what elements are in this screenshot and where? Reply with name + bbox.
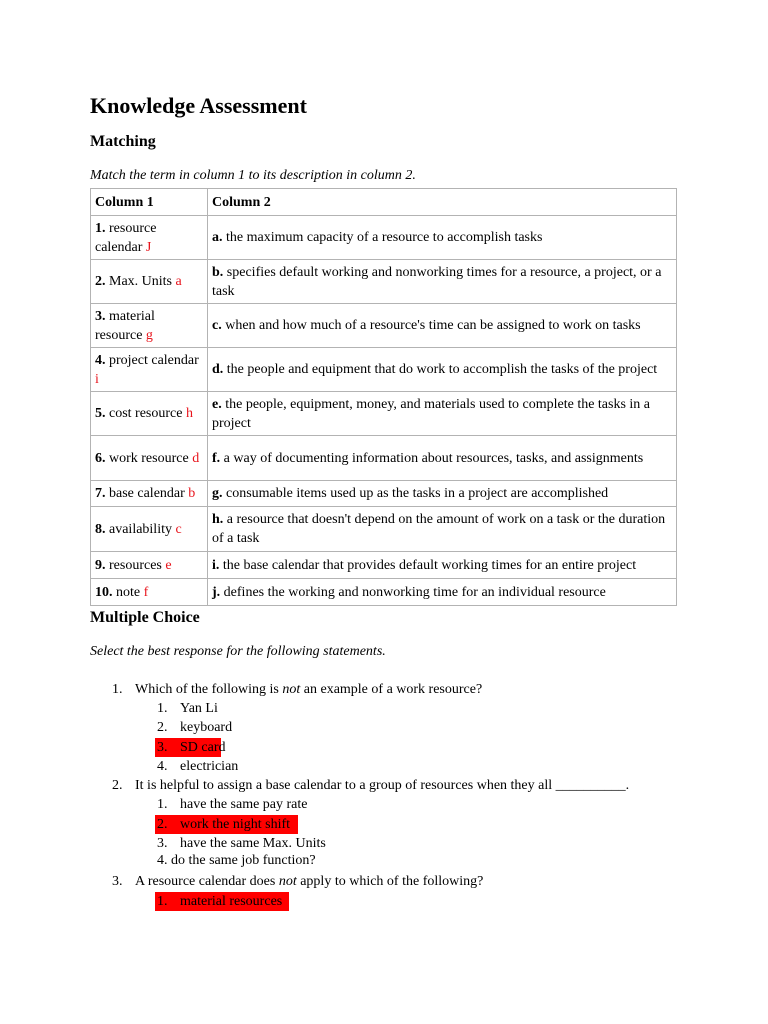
- multiple-choice-heading: Multiple Choice: [90, 609, 200, 626]
- table-row: [91, 507, 677, 552]
- description-letter: g.: [212, 486, 223, 501]
- description-text: the base calendar that provides default working times for an entire project: [219, 557, 637, 573]
- handwritten-answer: i: [95, 371, 99, 387]
- handwritten-answer: f: [143, 584, 149, 600]
- description-letter: f.: [212, 450, 221, 466]
- term-text: project calendar: [105, 352, 199, 368]
- term-text: cost resource: [105, 406, 186, 421]
- term-text: note: [112, 584, 144, 600]
- table-row: [91, 481, 677, 507]
- description-cell: [208, 481, 677, 507]
- term-number: 3.: [95, 308, 106, 324]
- description-cell: [208, 436, 677, 481]
- table-row: [91, 348, 677, 392]
- description-letter: b.: [212, 264, 224, 280]
- question-number: 1.: [112, 682, 123, 697]
- term-text: resource calendar: [95, 220, 157, 255]
- description-text: defines the working and nonworking time for an individual resource: [220, 584, 606, 600]
- table-header-row: [91, 189, 677, 216]
- term-cell: [91, 260, 208, 304]
- table-row: [91, 304, 677, 348]
- handwritten-answer: e: [165, 557, 172, 573]
- description-cell: [208, 579, 677, 606]
- description-text: specifies default working and nonworking times for a resource, a project, or a task: [212, 264, 662, 299]
- description-cell: [208, 392, 677, 436]
- handwritten-answer: d: [192, 450, 200, 466]
- term-cell: [91, 392, 208, 436]
- term-cell: [91, 507, 208, 552]
- term-number: 8.: [95, 521, 106, 537]
- term-number: 2.: [95, 274, 106, 289]
- term-cell: [91, 216, 208, 260]
- description-letter: h.: [212, 512, 224, 527]
- handwritten-answer: J: [145, 239, 152, 255]
- handwritten-answer: b: [188, 486, 196, 501]
- description-cell: [208, 304, 677, 348]
- description-letter: a.: [212, 230, 223, 245]
- description-letter: e.: [212, 396, 222, 412]
- handwritten-answer: c: [175, 521, 182, 537]
- term-number: 5.: [95, 406, 106, 421]
- term-cell: [91, 304, 208, 348]
- description-text: the people, equipment, money, and materials used to complete the tasks in a project: [212, 396, 651, 431]
- term-number: 1.: [95, 220, 106, 236]
- description-text: the people and equipment that do work to accomplish the tasks of the project: [223, 362, 658, 377]
- term-number: 4.: [95, 352, 106, 368]
- question-number: 3.: [112, 874, 123, 889]
- description-cell: [208, 216, 677, 260]
- term-text: Max. Units: [105, 274, 176, 289]
- description-cell: [208, 348, 677, 392]
- description-text: a resource that doesn't depend on the amount of work on a task or the duration of a task: [212, 512, 666, 546]
- matching-instructions: Match the term in column 1 to its description in column 2.: [90, 168, 416, 183]
- description-cell: [208, 507, 677, 552]
- term-number: 10.: [95, 584, 113, 600]
- description-text: the maximum capacity of a resource to accomplish tasks: [222, 230, 543, 245]
- handwritten-answer: g: [145, 327, 153, 343]
- table-row: [91, 392, 677, 436]
- description-text: a way of documenting information about resources, tasks, and assignments: [220, 450, 644, 466]
- description-text: consumable items used up as the tasks in a project are accomplished: [222, 486, 609, 501]
- table-row: [91, 216, 677, 260]
- term-text: work resource: [105, 450, 193, 466]
- matching-heading: Matching: [90, 133, 156, 150]
- q2-option-4: 4. do the same job function?: [157, 853, 316, 868]
- term-text: material resource: [95, 308, 155, 343]
- description-text: when and how much of a resource's time can be assigned to work on tasks: [221, 318, 641, 333]
- term-cell: [91, 552, 208, 579]
- term-number: 7.: [95, 486, 106, 501]
- description-letter: c.: [212, 318, 222, 333]
- handwritten-answer: a: [175, 274, 182, 289]
- description-letter: j.: [212, 584, 221, 600]
- description-cell: [208, 260, 677, 304]
- page-title: Knowledge Assessment: [90, 93, 307, 118]
- handwritten-answer: h: [185, 406, 193, 421]
- term-number: 9.: [95, 557, 106, 573]
- description-letter: i.: [212, 557, 220, 573]
- term-text: base calendar: [105, 486, 189, 501]
- table-row: [91, 579, 677, 606]
- term-number: 6.: [95, 450, 106, 466]
- multiple-choice-instructions: Select the best response for the following statements.: [90, 644, 386, 659]
- column1-header: Column 1: [95, 194, 154, 210]
- table-row: [91, 436, 677, 481]
- term-cell: [91, 436, 208, 481]
- matching-table: [90, 188, 677, 606]
- column2-header: Column 2: [212, 194, 271, 210]
- term-text: resources: [105, 557, 166, 573]
- term-text: availability: [105, 521, 176, 537]
- term-cell: [91, 348, 208, 392]
- term-cell: [91, 579, 208, 606]
- table-row: [91, 552, 677, 579]
- description-cell: [208, 552, 677, 579]
- table-row: [91, 260, 677, 304]
- term-cell: [91, 481, 208, 507]
- description-letter: d.: [212, 362, 224, 377]
- question-number: 2.: [112, 778, 123, 793]
